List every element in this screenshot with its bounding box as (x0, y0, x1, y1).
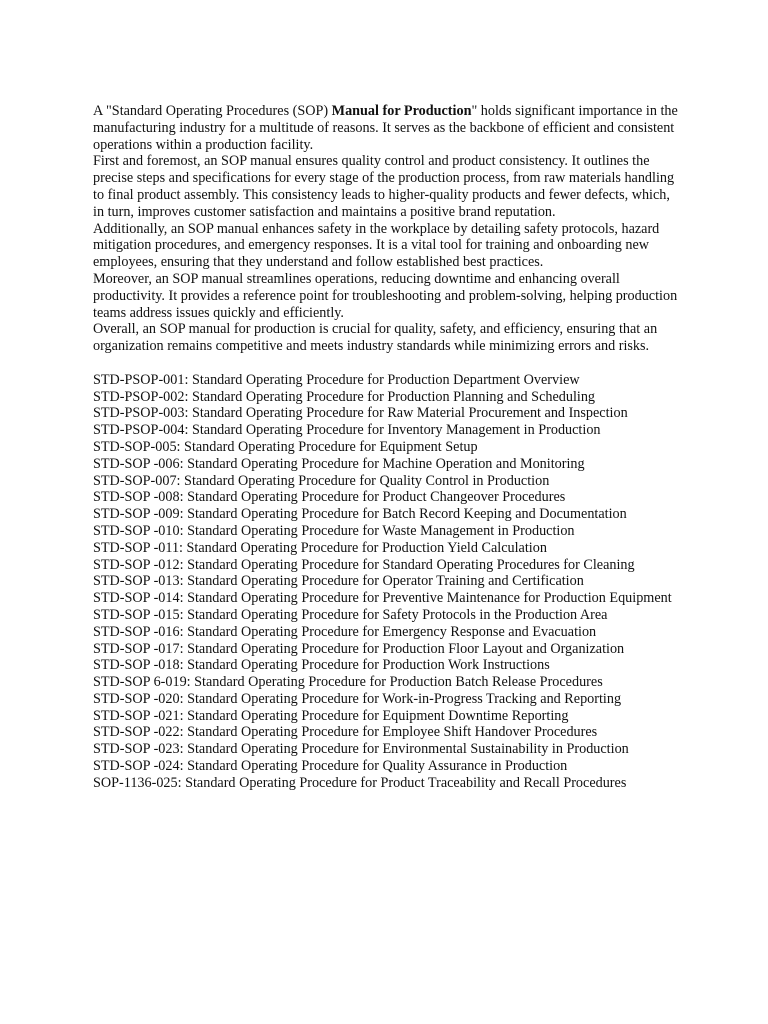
section-spacer (93, 355, 683, 372)
sop-list-item: STD-PSOP-002: Standard Operating Procedure for Production Planning and Scheduling (93, 388, 596, 405)
sop-list-item: STD-SOP -017: Standard Operating Procedure for Production Floor Layout and Organization (93, 640, 625, 657)
intro-paragraph-3: Additionally, an SOP manual enhances safety in the workplace by detailing safety protocols, hazard mitigation procedures, and emergency responses. It is a vital tool for training and onboarding new employees, ensuring that they understand and follow established best practices. (93, 220, 660, 271)
sop-list-item: STD-SOP -006: Standard Operating Procedure for Machine Operation and Monitoring (93, 455, 585, 472)
sop-list-item: STD-SOP-007: Standard Operating Procedure for Quality Control in Production (93, 472, 550, 489)
sop-list-item: STD-SOP -009: Standard Operating Procedure for Batch Record Keeping and Documentation (93, 506, 627, 523)
intro-paragraph-5: Overall, an SOP manual for production is crucial for quality, safety, and efficiency, ensuring that an organization remains competitive and meets industry standards while minimizing errors and risks. (93, 321, 658, 355)
sop-list-item: STD-PSOP-001: Standard Operating Procedure for Production Department Overview (93, 371, 580, 388)
intro-paragraph-2: First and foremost, an SOP manual ensures quality control and product consistency. It outlines the precise steps and specifications for every stage of the production process, from raw materials handling to final product assembly. This consistency leads to higher-quality products and fewer defects, which, in turn, improves customer satisfaction and maintains a positive brand reputation. (93, 153, 675, 220)
sop-list-item: STD-SOP -018: Standard Operating Procedure for Production Work Instructions (93, 657, 550, 674)
sop-list (93, 372, 683, 792)
sop-list-item: STD-SOP -023: Standard Operating Procedure for Environmental Sustainability in Production (93, 741, 629, 758)
sop-list-item: STD-SOP -011: Standard Operating Procedure for Production Yield Calculation (93, 539, 547, 556)
manual-title-bold: Manual for Production (331, 103, 472, 119)
sop-list-item: STD-SOP -024: Standard Operating Procedure for Quality Assurance in Production (93, 758, 568, 775)
intro-paragraph-4: Moreover, an SOP manual streamlines operations, reducing downtime and enhancing overall productivity. It provides a reference point for troubleshooting and problem-solving, helping production teams address issues quickly and efficiently. (93, 270, 678, 321)
document-page (93, 103, 683, 792)
sop-list-item: STD-SOP 6-019: Standard Operating Procedure for Production Batch Release Procedures (93, 674, 603, 691)
sop-list-item: STD-SOP -008: Standard Operating Procedure for Product Changeover Procedures (93, 489, 566, 506)
sop-list-item: STD-SOP -015: Standard Operating Procedure for Safety Protocols in the Production Area (93, 606, 608, 623)
sop-list-item: STD-SOP-005: Standard Operating Procedure for Equipment Setup (93, 438, 478, 455)
intro-paragraph-1 (93, 103, 683, 153)
sop-list-item: STD-SOP -012: Standard Operating Procedure for Standard Operating Procedures for Cleaning (93, 556, 635, 573)
sop-list-item: STD-SOP -021: Standard Operating Procedure for Equipment Downtime Reporting (93, 707, 569, 724)
sop-list-item: STD-PSOP-003: Standard Operating Procedure for Raw Material Procurement and Inspection (93, 405, 628, 422)
sop-list-item: STD-SOP -016: Standard Operating Procedure for Emergency Response and Evacuation (93, 623, 597, 640)
sop-list-item: STD-PSOP-004: Standard Operating Procedure for Inventory Management in Production (93, 422, 601, 439)
intro-text-end: " holds significant importance in the manufacturing industry for a multitude of reasons. It serves as the backbone of efficient and consistent operations within a production facility. (93, 103, 678, 153)
intro-text-start: A "Standard Operating Procedures (SOP) (93, 103, 332, 119)
sop-list-item: STD-SOP -014: Standard Operating Procedure for Preventive Maintenance for Production Equipment (93, 590, 672, 607)
sop-list-item: STD-SOP -020: Standard Operating Procedure for Work-in-Progress Tracking and Reporting (93, 690, 622, 707)
sop-list-item: STD-SOP -010: Standard Operating Procedure for Waste Management in Production (93, 522, 575, 539)
sop-list-item: STD-SOP -013: Standard Operating Procedure for Operator Training and Certification (93, 573, 584, 590)
sop-list-item: SOP-1136-025: Standard Operating Procedure for Product Traceability and Recall Procedures (93, 774, 627, 791)
sop-list-item: STD-SOP -022: Standard Operating Procedure for Employee Shift Handover Procedures (93, 724, 598, 741)
